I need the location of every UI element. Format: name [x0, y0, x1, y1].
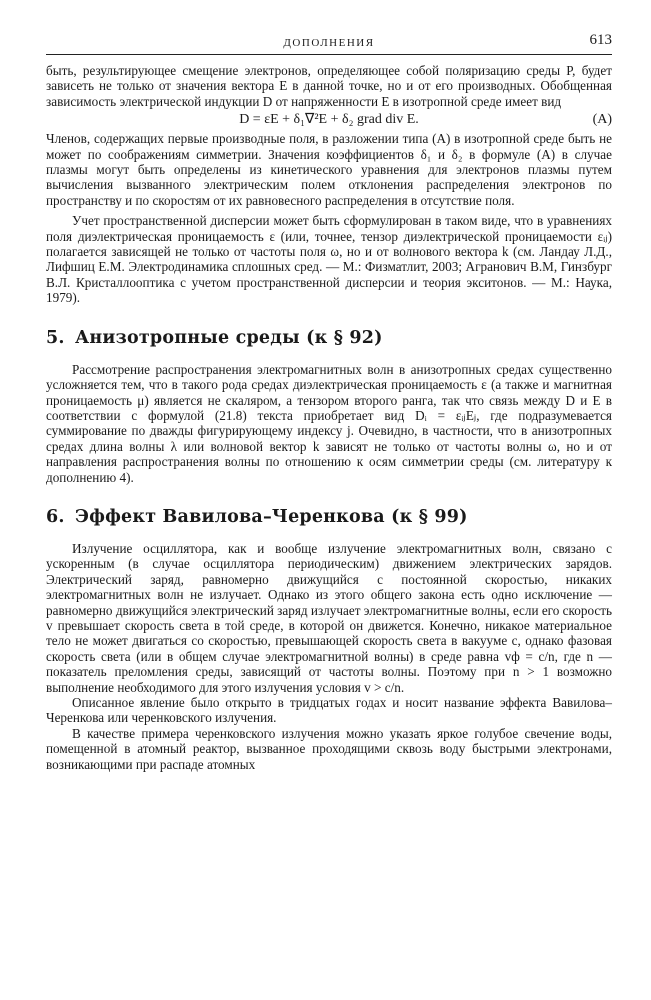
paragraph-spatial-dispersion: Учет пространственной дисперсии может быть сформулирован в таком виде, что в уравнениях поля диэлектрическая проницаемость ε (или, точнее, тензор диэлектрической проницаемости εᵢⱼ) полагается зависящей не только от частоты поля ω, но и от волнового вектора k (см. Ландау Л.Д., Лифшиц Е.М. Электродинамика сплошных сред. — М.: Физматлит, 2003; Агранович В.М, Гинзбург В.Л. Кристаллооптика с учетом пространственной дисперсии и теория экситонов. — М.: Наука, 1979).	[46, 213, 612, 306]
paragraph-oscillator: Излучение осциллятора, как и вообще излучение электромагнитных волн, связано с ускоренным (в случае осциллятора периодическим) движением электрических зарядов. Электрический заряд, равномерно движущийся с постоянной скоростью, никаких электромагнитных волн не излучает. Однако из этого общего закона есть одно исключение — равномерно движущийся электрический заряд излучает электромагнитные волны, если его скорость v превышает скорость света в той среде, в которой он движется. Конечно, никакое материальное тело не может двигаться со скоростью, превышающей скорость света в вакууме c, однако фазовая скорость света (или в общем случае электромагнитной волны) в среде равна vф = c/n, где n — показатель преломления среды, зависящий от частоты волны. Поэтому при n > 1 возможно выполнение необходимого для этого излучения условия v > c/n.	[46, 540, 612, 695]
book-page	[46, 30, 612, 772]
section-6-title: Эффект Вавилова–Черенкова (к § 99)	[74, 506, 468, 527]
section-6-number: 6.	[46, 506, 65, 527]
section-5-number: 5.	[46, 327, 65, 348]
section-5-title: Анизотропные среды (к § 92)	[74, 327, 383, 348]
paragraph-symmetry: Членов, содержащих первые производные поля, в разложении типа (A) в изотропной среде быть не может по соображениям симметрии. Значения коэффициентов δ₁ и δ₂ в формуле (A) в случае плазмы могут быть определены из кинетического уравнения для электронов плазмы путем вычисления вызванного электрическим полем отклонения распределения электронов по пространству и по скоростям от их равновесного распределения в отсутствие поля.	[46, 131, 612, 208]
formula-a-expression: D = εE + δ₁∇²E + δ₂ grad div E.	[239, 112, 419, 128]
formula-a-tag: (A)	[592, 112, 612, 128]
running-header	[46, 30, 612, 55]
section-5-heading	[46, 328, 612, 348]
page-number: 613	[589, 32, 612, 48]
running-title: ДОПОЛНЕНИЯ	[283, 37, 375, 49]
formula-a	[46, 110, 612, 130]
paragraph-anisotropic: Рассмотрение распространения электромагнитных волн в анизотропных средах существенно усложняется тем, что в такого рода средах диэлектрическая проницаемость ε (а также и магнитная проницаемость μ) является не скаляром, а тензором второго ранга, так что связь между D и E в соответствии с формулой (21.8) текста приобретает вид Dᵢ = εᵢⱼEⱼ, где подразумевается суммирование по дважды фигурирующему индексу j. Очевидно, в частности, что в анизотропных средах длина волны λ или волновой вектор k зависят не только от частоты волны ω, но и от направления распространения волны по отношению к осям симметрии среды (см. литературу к дополнению 4).	[46, 361, 612, 485]
paragraph-example: В качестве примера черенковского излучения можно указать яркое голубое свечение воды, помещенной в атомный реактор, вызванное проходящими сквозь воду быстрыми электронами, возникающими при распаде атомных	[46, 725, 612, 772]
section-6-heading	[46, 507, 612, 527]
paragraph-discovery: Описанное явление было открыто в тридцатых годах и носит название эффекта Вавилова–Черенкова или черенковского излучения.	[46, 695, 612, 726]
paragraph-continuation: быть, результирующее смещение электронов, определяющее собой поляризацию среды P, будет зависеть не только от значения вектора E в данной точке, но и от его производных. Обобщенная зависимость электрической индукции D от напряженности E в изотропной среде имеет вид	[46, 63, 612, 109]
